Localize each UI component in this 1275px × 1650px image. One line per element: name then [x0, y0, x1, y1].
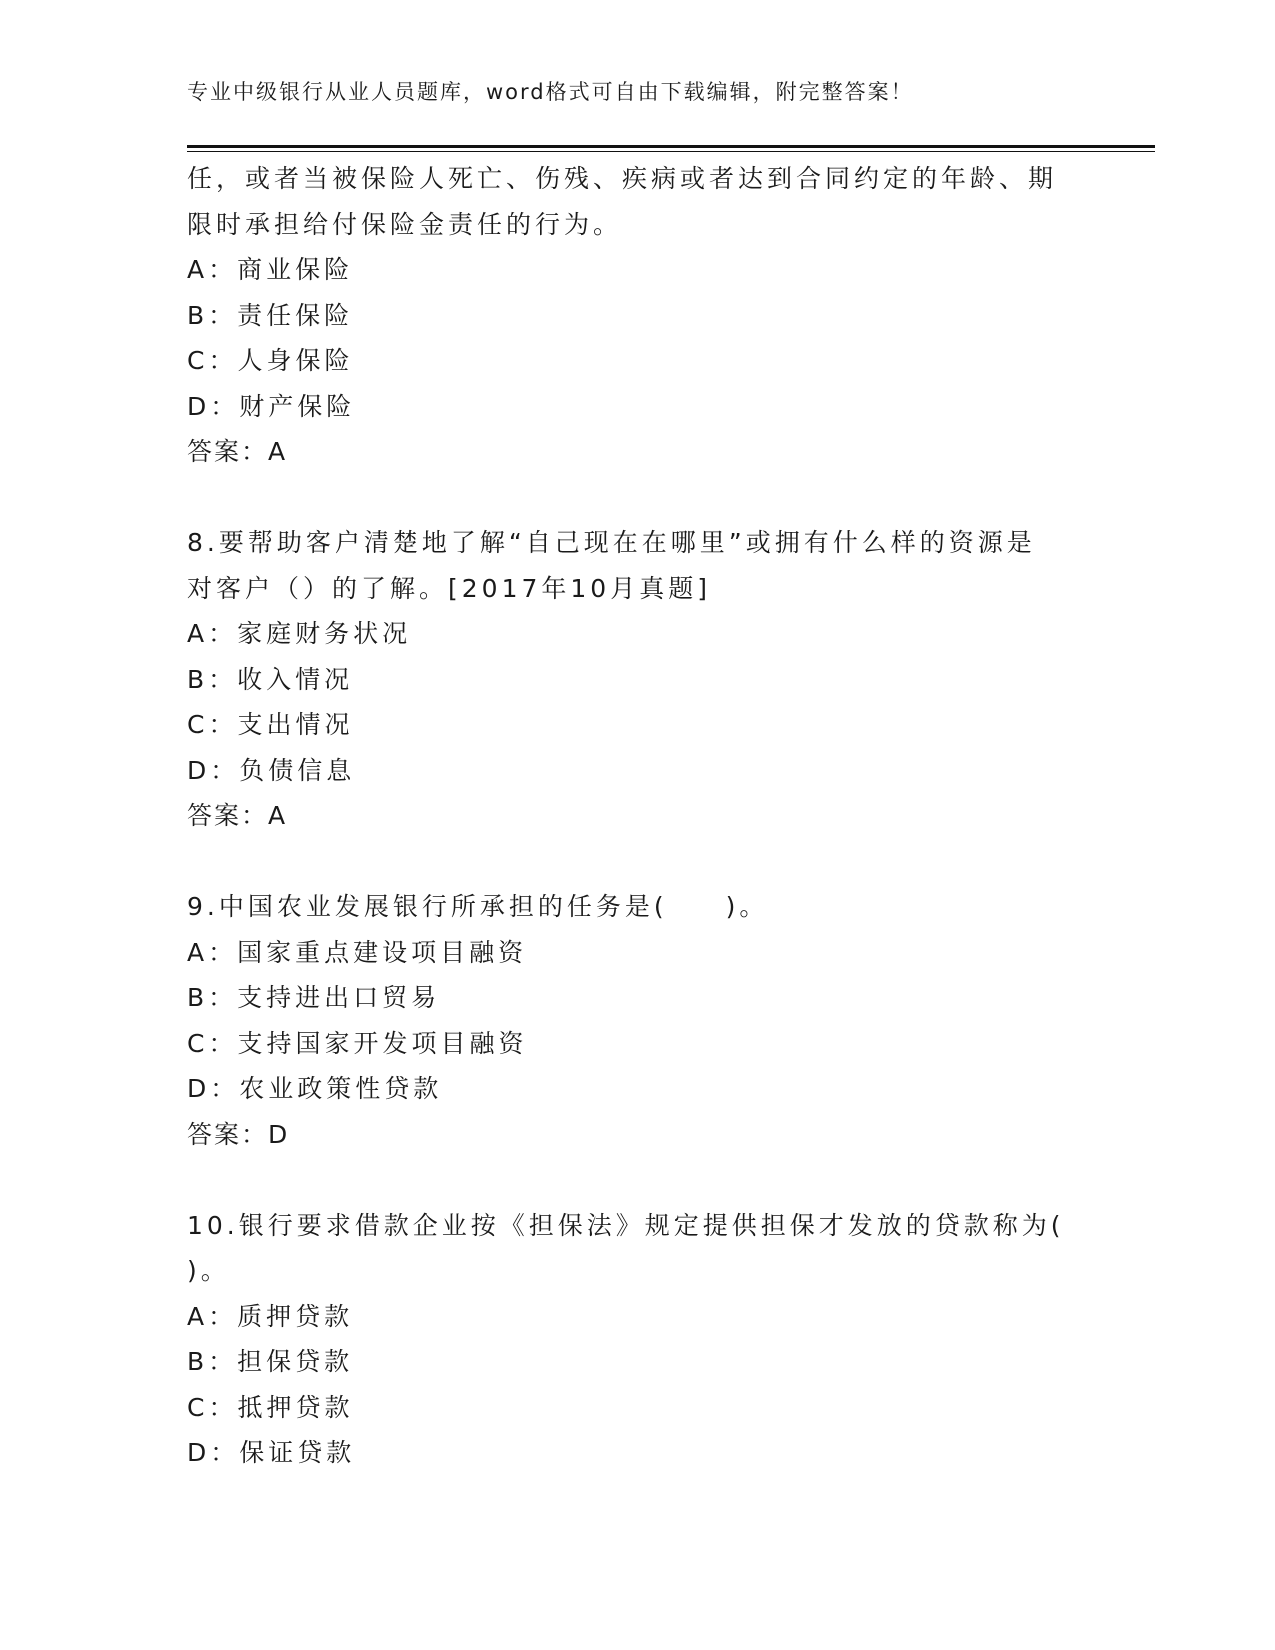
question-text: 限时承担给付保险金责任的行为。 — [187, 209, 623, 239]
option-a: A：家庭财务状况 — [187, 619, 412, 648]
spacer — [187, 839, 1087, 885]
option-a: A：质押贷款 — [187, 1301, 354, 1331]
question-block — [187, 884, 1087, 1157]
option-c: C：人身保险 — [187, 346, 354, 375]
spacer — [187, 475, 1087, 521]
question-text: )。 — [187, 1256, 230, 1285]
answer-line: 答案：D — [187, 1119, 290, 1149]
option-a: A：国家重点建设项目融资 — [187, 937, 528, 967]
page-header: 专业中级银行从业人员题库，word格式可自由下载编辑，附完整答案！ — [187, 80, 914, 104]
option-c: C：抵押贷款 — [187, 1392, 354, 1422]
spacer — [187, 1157, 1087, 1203]
question-text: 8.要帮助客户清楚地了解“自己现在在哪里”或拥有什么样的资源是 — [187, 528, 1036, 557]
option-c: C：支出情况 — [187, 710, 354, 739]
question-block — [187, 156, 1087, 475]
question-text: 10.银行要求借款企业按《担保法》规定提供担保才发放的贷款称为( — [187, 1210, 1065, 1240]
option-d: D：负债信息 — [187, 755, 356, 785]
question-text: 9.中国农业发展银行所承担的任务是( )。 — [187, 892, 769, 921]
option-a: A：商业保险 — [187, 255, 354, 284]
option-b: B：担保贷款 — [187, 1347, 354, 1376]
option-b: B：支持进出口贸易 — [187, 983, 441, 1012]
option-d: D：农业政策性贷款 — [187, 1074, 443, 1103]
answer-line: 答案：A — [187, 801, 288, 830]
option-d: D：财产保险 — [187, 391, 356, 421]
option-c: C：支持国家开发项目融资 — [187, 1028, 528, 1058]
option-b: B：责任保险 — [187, 300, 354, 330]
option-b: B：收入情况 — [187, 664, 354, 694]
option-d: D：保证贷款 — [187, 1438, 356, 1467]
header-rule-thick — [187, 145, 1155, 148]
question-block — [187, 1203, 1087, 1476]
question-text: 对客户（）的了解。[2017年10月真题] — [187, 573, 711, 603]
question-text: 任，或者当被保险人死亡、伤残、疾病或者达到合同约定的年龄、期 — [187, 164, 1058, 193]
header-rule-thin — [187, 151, 1155, 152]
question-block — [187, 520, 1087, 839]
answer-line: 答案：A — [187, 437, 288, 466]
question-list — [187, 156, 1087, 1476]
